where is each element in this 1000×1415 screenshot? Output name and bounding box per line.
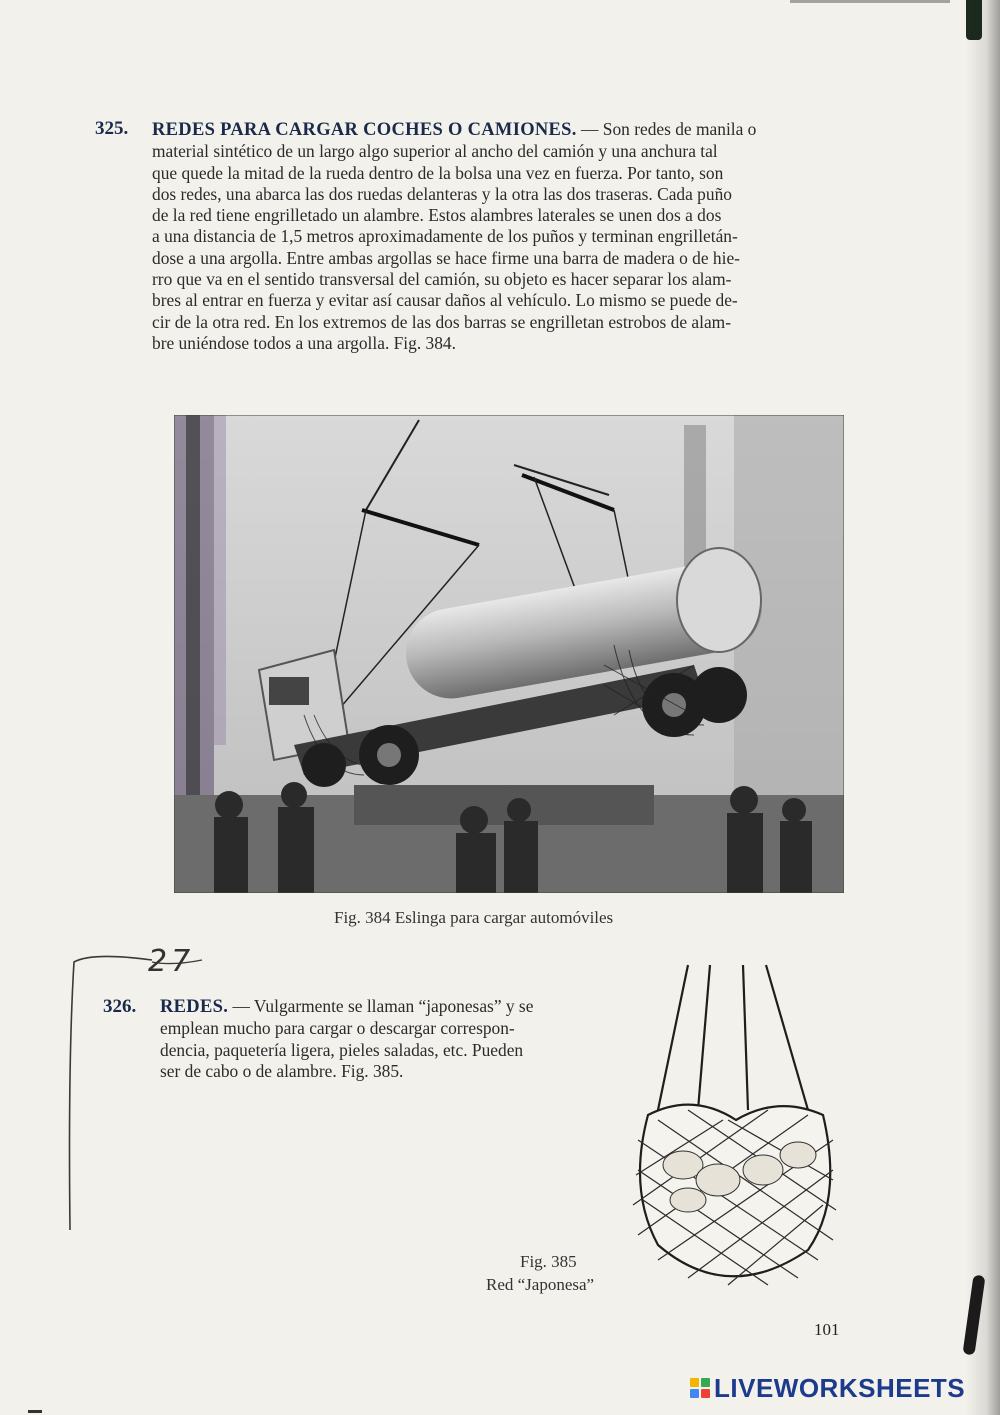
section-326-number: 326. [103,996,137,1017]
section-325-title: REDES PARA CARGAR COCHES O CAMIONES. [152,120,577,140]
section-325-line-5: a una distancia de 1,5 metros aproximadamente de los puños y terminan engrilletán- [152,226,738,247]
handwritten-number: 27 [148,944,195,979]
page-number: 101 [814,1320,840,1339]
scan-edge-mark [790,0,950,3]
section-325-line-7: rro que va en el sentido transversal del camión, su objeto es hacer separar los alam- [152,269,732,290]
section-326-line-2: dencia, paquetería ligera, pieles saladas, etc. Pueden [160,1039,524,1060]
figure-385-caption-line2: Red “Japonesa” [486,1275,595,1294]
section-325-line-8: bres al entrar en fuerza y evitar así causar daños al vehículo. Lo mismo se puede de- [152,290,738,311]
scan-bottom-mark [28,1410,42,1413]
figure-384-caption: Fig. 384 Eslinga para cargar automóviles [334,908,614,927]
page-edge-shadow [966,0,1000,1415]
section-325-line-2: que quede la mitad de la rueda dentro de la bolsa una vez en fuerza. Por tanto, son [152,162,724,183]
truck-lifting-photo [174,415,844,893]
section-325-line-1: material sintético de un largo algo superior al ancho del camión y una anchura tal [152,141,718,162]
section-326-paragraph [160,996,596,1082]
section-325-line-9: cir de la otra red. En los extremos de las dos barras se engrilletan estrobos de alam- [152,311,732,332]
handwritten-bracket [52,940,252,1240]
section-326-title: REDES. [160,997,229,1017]
section-326-line-1: emplean mucho para cargar o descargar correspon- [160,1018,515,1039]
section-326-line-0: — Vulgarmente se llaman “japonesas” y se [228,996,534,1016]
section-326-line-3: ser de cabo o de alambre. Fig. 385. [160,1060,404,1081]
section-325-paragraph [152,119,848,354]
japanese-net-drawing [618,960,850,1305]
section-325-line-4: de la red tiene engrilletado un alambre. Estos alambres laterales se unen dos a dos [152,205,722,226]
section-325-line-10: bre uniéndose todos a una argolla. Fig. 384. [152,332,456,353]
liveworksheets-icon [690,1378,710,1398]
section-325-line-3: dos redes, una abarca las dos ruedas delanteras y la otra las dos traseras. Cada puño [152,183,732,204]
section-325-number: 325. [95,118,129,139]
figure-385-caption-line1: Fig. 385 [520,1252,577,1271]
liveworksheets-logo [690,1372,965,1404]
section-325-line-6: dose a una argolla. Entre ambas argollas se hace firme una barra de madera o de hie- [152,247,740,268]
liveworksheets-wordmark: LIVEWORKSHEETS [714,1372,966,1403]
section-325-line-0: — Son redes de manila o [576,119,757,139]
